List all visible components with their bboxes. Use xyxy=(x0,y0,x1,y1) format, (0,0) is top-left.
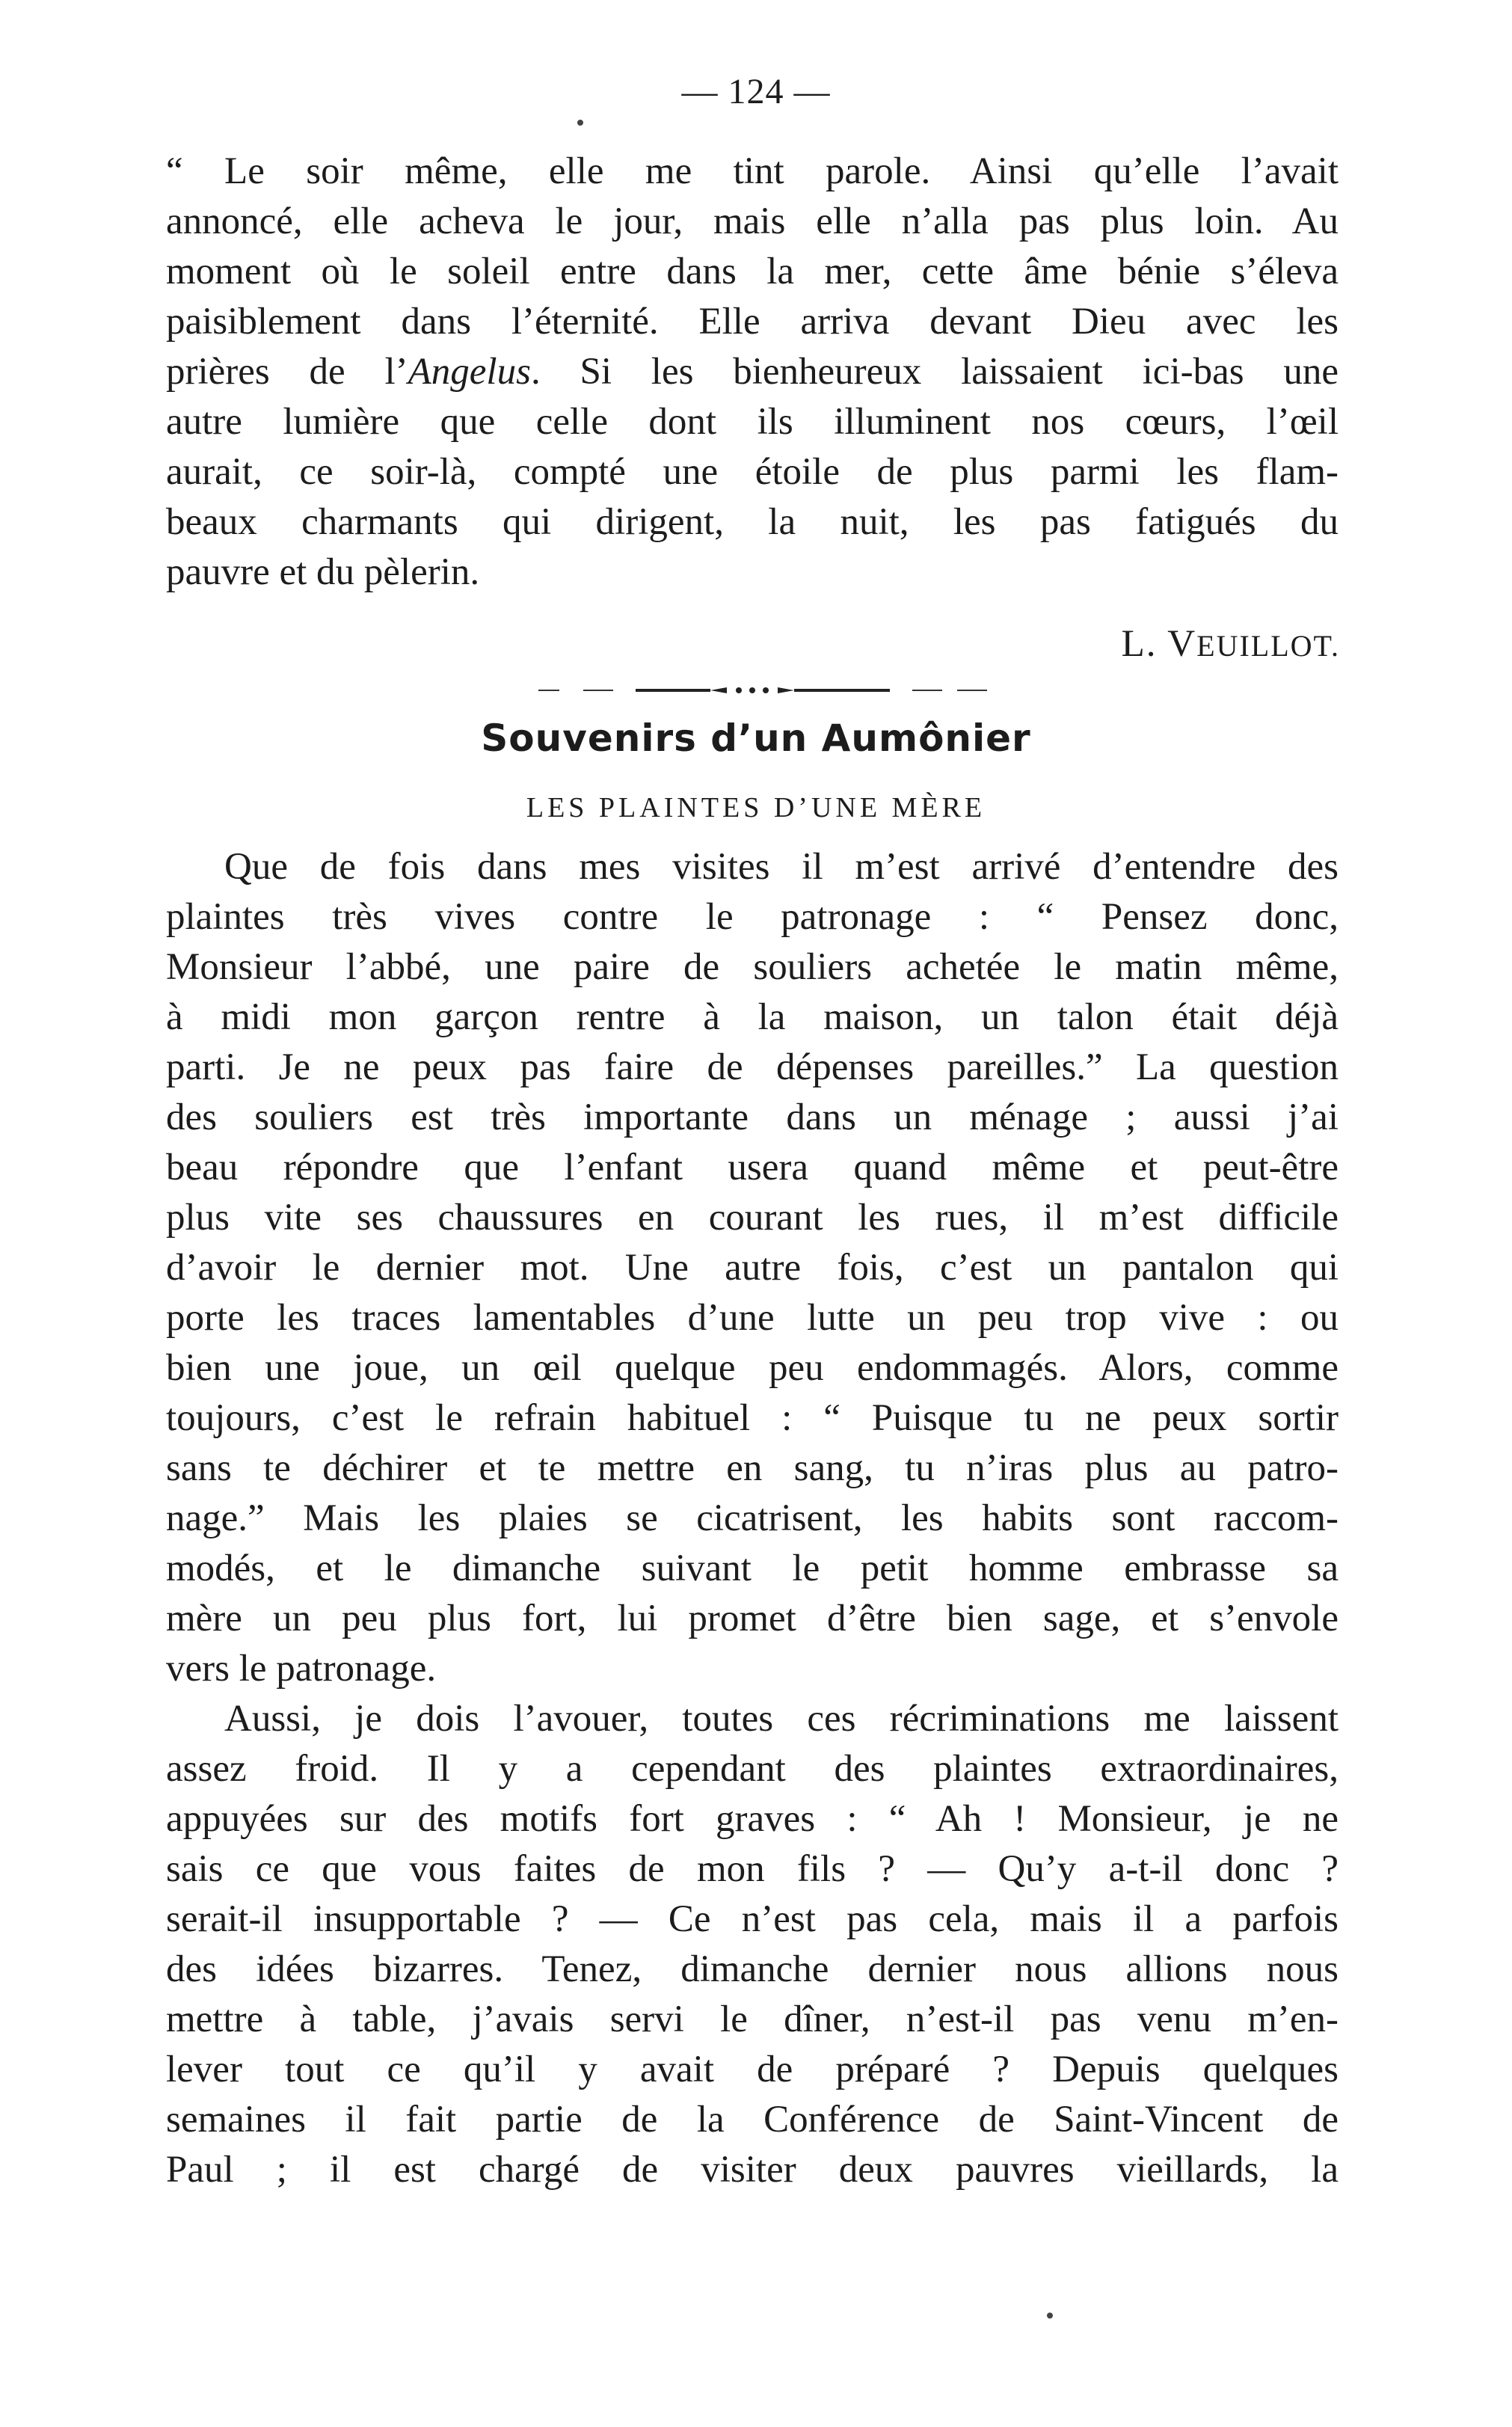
text-line: annoncé, elle acheva le jour, mais elle n’alla pas plus loin. Au xyxy=(166,200,1339,242)
ornamental-divider xyxy=(538,685,987,696)
section-subtitle: LES PLAINTES D’UNE MÈRE xyxy=(526,792,986,823)
body-paragraph xyxy=(166,842,1339,1694)
text-line: sans te déchirer et te mettre en sang, tu n’iras plus au patro- xyxy=(166,1447,1339,1489)
text-line: plus vite ses chaussures en courant les rues, il m’est difficile xyxy=(166,1197,1339,1239)
text-line: serait-il insupportable ? — Ce n’est pas cela, mais il a parfois xyxy=(166,1898,1339,1940)
text-fragment: prières de l’ xyxy=(166,351,408,393)
text-line: Que de fois dans mes visites il m’est arrivé d’entendre des xyxy=(224,846,1339,888)
text-line: lever tout ce qu’il y avait de préparé ? Depuis quelques xyxy=(166,2049,1339,2090)
text-line: à midi mon garçon rentre à la maison, un talon était déjà xyxy=(166,996,1339,1038)
italic-word: Angelus xyxy=(408,351,531,393)
text-line xyxy=(166,347,1339,397)
text-line: parti. Je ne peux pas faire de dépenses pareilles.” La question xyxy=(166,1046,1339,1088)
text-line: bien une joue, un œil quelque peu endommagés. Alors, comme xyxy=(166,1347,1339,1389)
text-fragment: . Si les bienheureux laissaient ici-bas une xyxy=(530,351,1339,393)
quote-paragraph xyxy=(166,147,1339,598)
text-line: mère un peu plus fort, lui promet d’être bien sage, et s’envole xyxy=(166,1598,1339,1639)
ink-speck xyxy=(577,120,583,126)
text-line: toujours, c’est le refrain habituel : “ Puisque tu ne peux sortir xyxy=(166,1397,1339,1439)
text-line: mettre à table, j’avais servi le dîner, n’est-il pas venu m’en- xyxy=(166,1998,1339,2040)
text-line: appuyées sur des motifs fort graves : “ Ah ! Monsieur, je ne xyxy=(166,1798,1339,1840)
text-line: assez froid. Il y a cependant des plaintes extraordinaires, xyxy=(166,1748,1339,1790)
text-line: paisiblement dans l’éternité. Elle arriva devant Dieu avec les xyxy=(166,301,1339,343)
text-line: des souliers est très importante dans un ménage ; aussi j’ai xyxy=(166,1096,1339,1138)
text-line: Aussi, je dois l’avouer, toutes ces récriminations me laissent xyxy=(224,1698,1339,1740)
text-line: sais ce que vous faites de mon fils ? — Qu’y a-t-il donc ? xyxy=(166,1848,1339,1890)
text-line: Paul ; il est chargé de visiter deux pauvres vieillards, la xyxy=(166,2149,1339,2191)
body-paragraph xyxy=(166,1694,1339,2195)
signature xyxy=(1122,619,1340,671)
text-line: pauvre et du pèlerin. xyxy=(166,551,480,593)
text-line: modés, et le dimanche suivant le petit homme embrasse sa xyxy=(166,1547,1339,1589)
text-line: porte les traces lamentables d’une lutte un peu trop vive : ou xyxy=(166,1297,1339,1339)
signature-initial: L. V xyxy=(1121,623,1197,665)
signature-rest: EUILLOT. xyxy=(1196,629,1340,663)
text-line: nage.” Mais les plaies se cicatrisent, les habits sont raccom- xyxy=(166,1497,1339,1539)
text-line: semaines il fait partie de la Conférence de Saint-Vincent de xyxy=(166,2099,1339,2141)
text-line: aurait, ce soir-là, compté une étoile de plus parmi les flam- xyxy=(166,451,1339,493)
text-line: beau répondre que l’enfant usera quand même et peut-être xyxy=(166,1147,1339,1188)
text-line: Monsieur l’abbé, une paire de souliers achetée le matin même, xyxy=(166,946,1339,988)
text-line: autre lumière que celle dont ils illuminent nos cœurs, l’œil xyxy=(166,401,1339,443)
text-line: beaux charmants qui dirigent, la nuit, les pas fatigués du xyxy=(166,501,1339,543)
text-line: des idées bizarres. Tenez, dimanche dernier nous allions nous xyxy=(166,1948,1339,1990)
ink-speck xyxy=(1047,2313,1053,2319)
text-line: d’avoir le dernier mot. Une autre fois, c’est un pantalon qui xyxy=(166,1247,1339,1289)
section-title: Souvenirs d’un Aumônier xyxy=(481,717,1031,760)
page-number: — 124 — xyxy=(681,72,831,111)
text-line: plaintes très vives contre le patronage : “ Pensez donc, xyxy=(166,896,1339,938)
text-line: “ Le soir même, elle me tint parole. Ainsi qu’elle l’avait xyxy=(166,150,1339,192)
text-line: moment où le soleil entre dans la mer, cette âme bénie s’éleva xyxy=(166,251,1339,292)
text-line: vers le patronage. xyxy=(166,1648,437,1690)
